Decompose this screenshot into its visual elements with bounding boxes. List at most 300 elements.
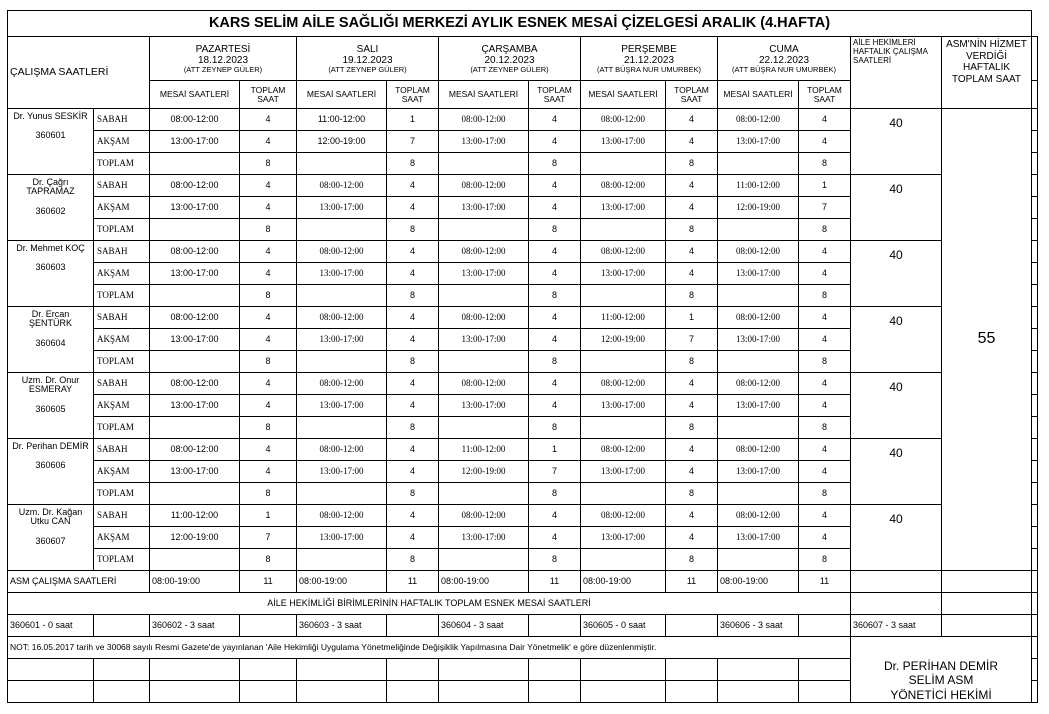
hours-cell: 08:00-12:00 (439, 109, 529, 131)
spacer (1038, 351, 1043, 373)
doctor-name: Dr. Yunus SESKİR (13, 111, 88, 121)
flex-value: 360601 - 0 saat (8, 615, 94, 637)
signature-role: YÖNETİCİ HEKİMİ (890, 687, 992, 702)
hours-value: 1 (799, 175, 851, 197)
empty-cell (150, 659, 240, 681)
hours-cell: 08:00-12:00 (297, 373, 387, 395)
hours-value: 4 (666, 131, 718, 153)
toplam-saat-header: TOPLAM SAAT (666, 81, 718, 109)
hours-cell: 12:00-19:00 (439, 461, 529, 483)
weekly-hours: 40 (851, 175, 942, 241)
hours-cell (718, 549, 799, 571)
spacer (1038, 109, 1043, 131)
flex-value: 360604 - 3 saat (439, 615, 529, 637)
hours-cell (150, 153, 240, 175)
total-value: 8 (240, 417, 297, 439)
day-header-mon: PAZARTESİ 18.12.2023 (ATT ZEYNEP GÜLER) (150, 37, 297, 81)
hours-cell: 13:00-17:00 (439, 395, 529, 417)
weekly-hours: 40 (851, 241, 942, 307)
calisma-saatleri-header: ÇALIŞMA SAATLERİ (8, 37, 150, 109)
empty-cell (942, 615, 1032, 637)
weekly-hours: 40 (851, 307, 942, 373)
hours-value: 4 (529, 329, 581, 351)
hours-cell: 13:00-17:00 (718, 527, 799, 549)
hours-value: 4 (799, 373, 851, 395)
hours-cell: 13:00-17:00 (297, 329, 387, 351)
aile-hekimleri-header: AİLE HEKİMLERİ HAFTALIK ÇALIŞMA SAATLERİ (851, 37, 942, 109)
row-label-aksam: AKŞAM (94, 263, 150, 285)
hours-cell: 08:00-12:00 (297, 241, 387, 263)
hours-value: 4 (529, 263, 581, 285)
asm-hours-cell: 08:00-19:00 (297, 571, 387, 593)
hours-value: 4 (240, 109, 297, 131)
row-label-aksam: AKŞAM (94, 197, 150, 219)
doctor-cell (8, 307, 94, 373)
hours-cell: 08:00-12:00 (439, 505, 529, 527)
hours-value: 4 (666, 461, 718, 483)
hours-cell: 13:00-17:00 (150, 461, 240, 483)
empty-cell (666, 659, 718, 681)
total-value: 8 (799, 483, 851, 505)
hours-value: 4 (240, 175, 297, 197)
spacer (1038, 505, 1043, 527)
hours-cell: 12:00-19:00 (718, 197, 799, 219)
hours-value: 4 (240, 131, 297, 153)
flex-value: 360607 - 3 saat (851, 615, 942, 637)
hours-cell (718, 483, 799, 505)
spacer (1038, 307, 1043, 329)
hours-cell: 13:00-17:00 (150, 263, 240, 285)
row-label-sabah: SABAH (94, 109, 150, 131)
hours-value: 4 (387, 329, 439, 351)
empty-cell (529, 681, 581, 703)
hours-cell (439, 219, 529, 241)
total-value: 8 (666, 483, 718, 505)
total-value: 8 (666, 549, 718, 571)
flex-value: 360603 - 3 saat (297, 615, 387, 637)
hours-cell: 08:00-12:00 (150, 109, 240, 131)
hours-value: 4 (799, 439, 851, 461)
row-label-toplam: TOPLAM (94, 483, 150, 505)
hours-cell: 11:00-12:00 (439, 439, 529, 461)
hours-cell: 13:00-17:00 (297, 263, 387, 285)
hours-cell (439, 549, 529, 571)
hours-value: 4 (529, 175, 581, 197)
empty-cell (297, 659, 387, 681)
hours-cell: 13:00-17:00 (439, 197, 529, 219)
flex-title: AİLE HEKİMLİĞİ BİRİMLERİNİN HAFTALIK TOPLAM ESNEK MESAİ SAATLERİ (8, 593, 851, 615)
empty-cell (799, 659, 851, 681)
doctor-unit-code: 360606 (35, 460, 66, 471)
doctor-cell (8, 241, 94, 307)
total-value: 8 (240, 285, 297, 307)
hours-cell: 12:00-19:00 (297, 131, 387, 153)
empty-cell (297, 681, 387, 703)
doctor-cell (8, 109, 94, 175)
empty-cell (94, 659, 150, 681)
hours-value: 4 (387, 307, 439, 329)
hours-cell (150, 549, 240, 571)
total-value: 8 (529, 351, 581, 373)
hours-cell: 11:00-12:00 (581, 307, 666, 329)
spacer (1038, 461, 1043, 483)
hours-value: 4 (387, 175, 439, 197)
hours-cell: 08:00-12:00 (581, 241, 666, 263)
hours-cell: 08:00-12:00 (581, 439, 666, 461)
hours-value: 4 (666, 175, 718, 197)
hours-cell: 11:00-12:00 (297, 109, 387, 131)
hours-cell (581, 351, 666, 373)
asm-hours-cell: 08:00-19:00 (581, 571, 666, 593)
doctor-unit-code: 360604 (35, 337, 66, 348)
hours-value: 4 (240, 373, 297, 395)
spacer (1038, 197, 1043, 219)
hours-cell (718, 219, 799, 241)
row-label-sabah: SABAH (94, 175, 150, 197)
doctor-name: Uzm. Dr. Onur ESMERAY (21, 375, 80, 395)
hours-cell: 08:00-12:00 (297, 439, 387, 461)
spacer (1038, 285, 1043, 307)
total-value: 8 (387, 351, 439, 373)
total-value: 8 (240, 351, 297, 373)
spacer (1038, 571, 1043, 593)
hours-cell: 08:00-12:00 (439, 307, 529, 329)
hours-cell: 13:00-17:00 (581, 131, 666, 153)
hours-value: 4 (529, 109, 581, 131)
hours-cell (581, 285, 666, 307)
spacer (1038, 153, 1043, 175)
total-value: 8 (387, 153, 439, 175)
hours-value: 4 (666, 439, 718, 461)
hours-cell: 13:00-17:00 (150, 131, 240, 153)
empty-cell (439, 681, 529, 703)
total-value: 8 (529, 417, 581, 439)
doctor-unit-code: 360607 (35, 535, 66, 546)
total-value: 8 (799, 549, 851, 571)
doctor-name: Dr. Mehmet KOÇ (16, 243, 85, 253)
schedule-table (7, 10, 1043, 703)
hours-value: 7 (799, 197, 851, 219)
hours-value: 4 (240, 307, 297, 329)
doctor-name: Uzm. Dr. Kağan Utku CAN (18, 507, 83, 527)
empty-cell (581, 681, 666, 703)
hours-value: 4 (799, 527, 851, 549)
hours-cell: 13:00-17:00 (439, 263, 529, 285)
total-value: 8 (240, 219, 297, 241)
empty-cell (240, 615, 297, 637)
hours-cell: 13:00-17:00 (581, 197, 666, 219)
hours-value: 4 (799, 307, 851, 329)
toplam-saat-header: TOPLAM SAAT (799, 81, 851, 109)
total-value: 8 (799, 417, 851, 439)
empty-cell (851, 593, 942, 615)
hours-cell: 08:00-12:00 (150, 241, 240, 263)
total-value: 8 (799, 351, 851, 373)
asm-hizmet-header: ASM'NİN HİZMET VERDİĞİ HAFTALIK TOPLAM SAAT (942, 37, 1032, 109)
total-value: 8 (529, 483, 581, 505)
hours-cell: 13:00-17:00 (297, 395, 387, 417)
hours-cell (718, 417, 799, 439)
spacer (1038, 131, 1043, 153)
total-value: 8 (529, 285, 581, 307)
spacer (1038, 395, 1043, 417)
empty-cell (529, 659, 581, 681)
hours-cell: 12:00-19:00 (150, 527, 240, 549)
spacer (1038, 417, 1043, 439)
spacer (1038, 329, 1043, 351)
hours-value: 4 (387, 527, 439, 549)
empty-cell (387, 681, 439, 703)
total-value: 8 (666, 417, 718, 439)
total-value: 8 (529, 219, 581, 241)
hours-cell: 11:00-12:00 (150, 505, 240, 527)
spacer (1038, 263, 1043, 285)
page-title: KARS SELİM AİLE SAĞLIĞI MERKEZİ AYLIK ESNEK MESAİ ÇİZELGESİ ARALIK (4.HAFTA) (8, 11, 1032, 37)
empty-cell (942, 593, 1032, 615)
hours-cell: 08:00-12:00 (718, 109, 799, 131)
spacer (1038, 241, 1043, 263)
signature-org: SELİM ASM (908, 673, 974, 688)
row-label-aksam: AKŞAM (94, 527, 150, 549)
hours-value: 4 (529, 131, 581, 153)
row-label-sabah: SABAH (94, 439, 150, 461)
asm-hours-cell: 08:00-19:00 (439, 571, 529, 593)
asm-hours-total: 11 (387, 571, 439, 593)
asm-hours-total: 11 (799, 571, 851, 593)
empty-cell (718, 681, 799, 703)
hours-value: 4 (529, 197, 581, 219)
hours-cell: 13:00-17:00 (150, 197, 240, 219)
weekly-hours: 40 (851, 505, 942, 571)
day-header-thu: PERŞEMBE 21.12.2023 (ATT BÜŞRA NUR UMURBEK) (581, 37, 718, 81)
hours-cell: 08:00-12:00 (581, 109, 666, 131)
empty-cell (439, 659, 529, 681)
hours-cell: 13:00-17:00 (439, 527, 529, 549)
day-header-tue: SALI 19.12.2023 (ATT ZEYNEP GÜLER) (297, 37, 439, 81)
hours-cell (439, 483, 529, 505)
empty-cell (581, 659, 666, 681)
hours-cell: 13:00-17:00 (581, 461, 666, 483)
weekly-hours: 40 (851, 109, 942, 175)
hours-cell: 13:00-17:00 (718, 395, 799, 417)
asm-hours-cell: 08:00-19:00 (718, 571, 799, 593)
hours-cell (718, 285, 799, 307)
total-value: 8 (799, 153, 851, 175)
spacer (1038, 527, 1043, 549)
hours-cell: 13:00-17:00 (150, 395, 240, 417)
hours-cell (150, 219, 240, 241)
asm-hours-label: ASM ÇALIŞMA SAATLERİ (8, 571, 150, 593)
empty-cell (799, 681, 851, 703)
hours-cell (150, 417, 240, 439)
total-value: 8 (799, 219, 851, 241)
hours-cell (150, 285, 240, 307)
hours-cell: 08:00-12:00 (297, 307, 387, 329)
hours-value: 4 (387, 461, 439, 483)
doctor-cell (8, 439, 94, 505)
hours-cell (581, 483, 666, 505)
row-label-aksam: AKŞAM (94, 329, 150, 351)
toplam-saat-header: TOPLAM SAAT (240, 81, 297, 109)
hours-value: 4 (387, 373, 439, 395)
hours-cell: 13:00-17:00 (718, 329, 799, 351)
hours-value: 7 (240, 527, 297, 549)
hours-value: 4 (529, 307, 581, 329)
hours-cell: 13:00-17:00 (718, 131, 799, 153)
hours-value: 4 (799, 263, 851, 285)
hours-cell: 08:00-12:00 (439, 373, 529, 395)
total-value: 8 (529, 153, 581, 175)
doctor-cell (8, 373, 94, 439)
mesai-saatleri-header: MESAİ SAATLERİ (581, 81, 666, 109)
hours-cell: 08:00-12:00 (581, 175, 666, 197)
hours-value: 4 (799, 395, 851, 417)
doctor-unit-code: 360605 (35, 403, 66, 414)
flex-value: 360602 - 3 saat (150, 615, 240, 637)
doctor-name: Dr. Ercan ŞENTÜRK (28, 309, 72, 329)
spacer (1038, 483, 1043, 505)
total-value: 8 (529, 549, 581, 571)
hours-value: 4 (666, 505, 718, 527)
hours-value: 4 (387, 263, 439, 285)
hours-cell (439, 351, 529, 373)
row-label-toplam: TOPLAM (94, 285, 150, 307)
hours-cell: 08:00-12:00 (581, 505, 666, 527)
hours-value: 4 (799, 505, 851, 527)
hours-cell (439, 417, 529, 439)
hours-cell: 08:00-12:00 (297, 175, 387, 197)
empty-cell (240, 659, 297, 681)
spacer (1038, 615, 1043, 637)
hours-cell: 08:00-12:00 (718, 505, 799, 527)
hours-cell (439, 153, 529, 175)
spacer (1038, 681, 1043, 703)
hours-cell (150, 483, 240, 505)
asm-hours-total: 11 (529, 571, 581, 593)
hours-cell (297, 351, 387, 373)
doctor-unit-code: 360603 (35, 262, 66, 273)
hours-value: 4 (529, 373, 581, 395)
asm-hours-total: 11 (240, 571, 297, 593)
hours-cell: 08:00-12:00 (439, 241, 529, 263)
doctor-name: Dr. Çağrı TAPRAMAZ (26, 177, 75, 197)
total-value: 8 (387, 417, 439, 439)
hours-value: 4 (387, 505, 439, 527)
hours-cell: 13:00-17:00 (581, 395, 666, 417)
total-value: 8 (666, 351, 718, 373)
hours-cell: 08:00-12:00 (718, 241, 799, 263)
hours-cell: 12:00-19:00 (581, 329, 666, 351)
toplam-saat-header: TOPLAM SAAT (387, 81, 439, 109)
hours-value: 4 (387, 439, 439, 461)
total-value: 8 (240, 153, 297, 175)
flex-value: 360606 - 3 saat (718, 615, 799, 637)
flex-value: 360605 - 0 saat (581, 615, 666, 637)
hours-value: 4 (240, 395, 297, 417)
hours-value: 4 (666, 241, 718, 263)
hours-cell (439, 285, 529, 307)
hours-cell (297, 153, 387, 175)
row-label-toplam: TOPLAM (94, 549, 150, 571)
hours-value: 1 (666, 307, 718, 329)
hours-cell: 08:00-12:00 (150, 307, 240, 329)
hours-cell (297, 219, 387, 241)
row-label-sabah: SABAH (94, 505, 150, 527)
row-label-sabah: SABAH (94, 373, 150, 395)
empty-cell (942, 571, 1032, 593)
hours-cell: 13:00-17:00 (718, 263, 799, 285)
hours-cell: 08:00-12:00 (297, 505, 387, 527)
hours-value: 4 (799, 109, 851, 131)
doctor-unit-code: 360601 (35, 130, 66, 141)
empty-cell (240, 681, 297, 703)
row-label-aksam: AKŞAM (94, 395, 150, 417)
hours-value: 4 (387, 395, 439, 417)
note-text: NOT: 16.05.2017 tarih ve 30068 sayılı Resmi Gazete'de yayınlanan 'Aile Hekimliği Uygulama Yönetmeliğinde Değişiklik Yapılmasına Dair Yönetmelik' e göre düzenlenmiştir. (8, 637, 851, 659)
total-value: 8 (666, 285, 718, 307)
hours-value: 4 (666, 109, 718, 131)
hours-cell (150, 351, 240, 373)
total-value: 8 (387, 285, 439, 307)
hours-cell (297, 417, 387, 439)
hours-cell: 08:00-12:00 (718, 439, 799, 461)
empty-cell (8, 681, 94, 703)
hours-cell (718, 153, 799, 175)
hours-cell: 08:00-12:00 (150, 373, 240, 395)
hours-value: 4 (799, 131, 851, 153)
hours-cell (581, 549, 666, 571)
total-value: 8 (387, 549, 439, 571)
hours-cell: 13:00-17:00 (297, 527, 387, 549)
hours-cell (581, 153, 666, 175)
hours-cell (297, 549, 387, 571)
asm-total-hours: 55 (942, 109, 1032, 571)
hours-cell: 08:00-12:00 (581, 373, 666, 395)
hours-value: 4 (666, 395, 718, 417)
doctor-unit-code: 360602 (35, 205, 66, 216)
hours-value: 4 (240, 329, 297, 351)
row-label-toplam: TOPLAM (94, 219, 150, 241)
hours-value: 4 (666, 263, 718, 285)
empty-cell (666, 615, 718, 637)
empty-cell (94, 681, 150, 703)
empty-cell (799, 615, 851, 637)
hours-cell (581, 417, 666, 439)
hours-cell: 08:00-12:00 (718, 373, 799, 395)
spacer (1038, 439, 1043, 461)
asm-hours-total: 11 (666, 571, 718, 593)
hours-cell: 13:00-17:00 (439, 329, 529, 351)
hours-value: 7 (529, 461, 581, 483)
row-label-sabah: SABAH (94, 307, 150, 329)
hours-value: 4 (799, 329, 851, 351)
day-header-fri: CUMA 22.12.2023 (ATT BÜŞRA NUR UMURBEK) (718, 37, 851, 81)
hours-cell: 08:00-12:00 (150, 439, 240, 461)
empty-cell (150, 681, 240, 703)
row-label-aksam: AKŞAM (94, 131, 150, 153)
empty-cell (387, 659, 439, 681)
row-label-toplam: TOPLAM (94, 153, 150, 175)
hours-value: 4 (240, 241, 297, 263)
mesai-saatleri-header: MESAİ SAATLERİ (718, 81, 799, 109)
row-label-sabah: SABAH (94, 241, 150, 263)
mesai-saatleri-header: MESAİ SAATLERİ (297, 81, 387, 109)
doctor-cell (8, 505, 94, 571)
total-value: 8 (799, 285, 851, 307)
hours-cell: 13:00-17:00 (150, 329, 240, 351)
hours-value: 4 (666, 527, 718, 549)
hours-value: 4 (240, 461, 297, 483)
